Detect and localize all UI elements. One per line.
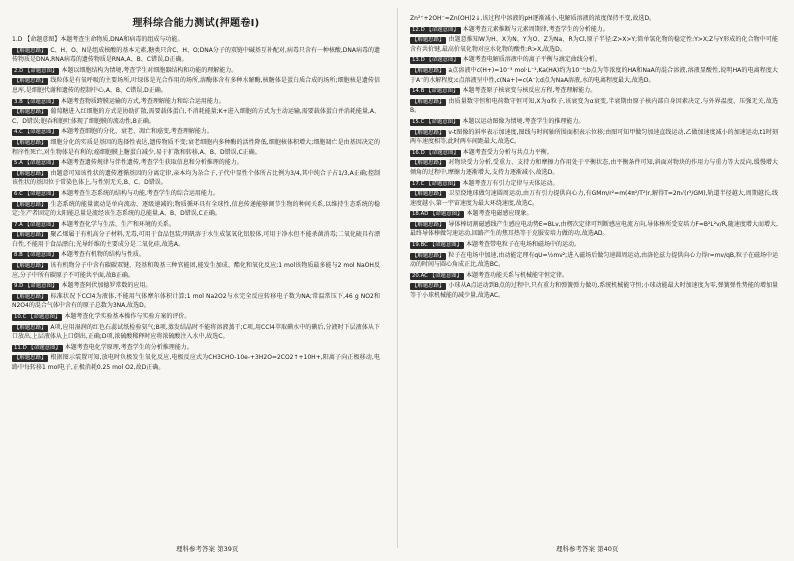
answer-text: 根据图示装置可知,放电时负极发生氧化反应,电极反应式为CH3CHO-10e-+3H2O=2CO2↑+10H+,阳离子向正极移动,电路中每转移1 mol电子,正极消耗0.25 mol O2,故D正确。: [12, 354, 380, 371]
answer-paragraph: [410, 281, 778, 300]
answer-paragraph: [410, 66, 778, 85]
answer-tag: 5.A 【命题意图】: [14, 160, 57, 167]
answer-paragraph: [12, 343, 380, 353]
answer-text: 该有机物分子中含有碳碳双键、羟基和羧基三种官能团,能发生加成、酯化和氧化反应;1 mol该物质最多能与2 mol NaOH反应,分子中所有碳原子不可能共平面,故B正确。: [12, 262, 380, 279]
answer-paragraph: [12, 158, 380, 168]
answer-text: 标准状况下CCl4为液体,不能用气体摩尔体积计算;1 mol Na2O2与水完全反应转移电子数为NA;常温常压下,46 g NO2和N2O4的混合气体中含有的原子总数为3NA,故选D。: [12, 292, 380, 310]
answer-paragraph: [12, 189, 380, 199]
answer-paragraph: [12, 107, 380, 126]
answer-text: 本题考查遗传规律与伴性遗传,考查学生获取信息和分析推理的能力。: [60, 159, 243, 167]
answer-text: 由题意推知W为H、X为N、Y为O、Z为Na、R为Cl,原子半径:Z>X>Y;简单氢化物的稳定性:Y>X;Z与Y形成的化合物中可能含有共价键,最高价氧化物对应水化物的酸性:R>X,故选D。: [410, 36, 778, 53]
answer-paragraph: [12, 312, 380, 322]
answer-paragraph: [12, 127, 380, 137]
answer-paragraph: [410, 251, 778, 270]
answer-text: 葡萄糖进入红细胞的方式是协助扩散,需要载体蛋白,不消耗能量;K+进入细胞的方式为主动运输,需要载体蛋白并消耗能量,A、C、D错误;胞吞和胞吐体现了细胞膜的流动性,B正确。: [12, 108, 380, 125]
answer-tag: 2.D 【命题意图】: [14, 67, 58, 74]
answer-text: 由题意可知该性状的遗传遵循基因的分离定律,亲本均为杂合子,子代中显性个体所占比例为3/4,其中纯合子占1/3,A正确;控制该性状的基因位于常染色体上,与性别无关,B、C、D错误。: [12, 169, 380, 187]
answer-tag: 【解题思路】: [412, 191, 445, 198]
answer-text: 本题考查化学实验基本操作与实验方案的评价。: [64, 313, 191, 321]
answer-text: 本题考查电解质溶液中的离子平衡与滴定曲线分析。: [462, 56, 601, 64]
answer-tag: 【解题思路】: [412, 160, 445, 167]
answer-paragraph: [410, 55, 778, 65]
answer-tag: 【解题思路】: [14, 324, 47, 331]
answer-paragraph: [410, 117, 778, 127]
answer-text: 本题考查功能关系与机械能守恒定律。: [466, 271, 569, 279]
answer-paragraph: [410, 128, 778, 147]
answer-tag: 8.B 【命题意图】: [14, 252, 57, 259]
answer-tag: 【解题思路】: [14, 355, 47, 362]
left-column-body: [12, 35, 380, 373]
answer-text: 本题以运动图像为情境,考查学生的推理能力。: [462, 117, 585, 125]
answer-text: 本题以细胞结构为情境,考查学生对细胞器结构和功能的理解能力。: [61, 66, 238, 74]
answer-tag: 20.AC 【命题意图】: [412, 272, 462, 279]
answer-text: A项,应用湿润的红色石蕊试纸检验氨气;B项,蒸发结晶时不能将溶液蒸干;C项,用CCl4萃取碘水中的碘后,分液时下层液体从下口放出,上层液体从上口倒出,正确;D项,浓硫酸稀释时应将浓硫酸注入水中,故选C。: [12, 323, 380, 341]
page-footer-right: 理科参考答案 第40页: [556, 545, 619, 553]
answer-tag: 12.D 【命题意图】: [412, 26, 459, 33]
answer-text: a点溶液中c(H+)=10⁻³ mol·L⁻¹,Ka(HA)约为10⁻⁵;b点为等浓度的HA和NaA的混合溶液,溶液显酸性,说明HA的电离程度大于A⁻的水解程度;c点溶液呈中性,c(Na+)=c(A⁻);d点为NaA溶液,水的电离程度最大,故选D。: [410, 66, 778, 84]
answer-paragraph: [12, 200, 380, 219]
answer-paragraph: [410, 148, 778, 158]
answer-text: 细胞分化的实质是基因的选择性表达,遗传物质不变;衰老细胞内多种酶的活性降低,细胞核体积增大;细胞凋亡是由基因决定的程序性死亡,对生物体是有利的;癌细胞膜上糖蛋白减少,易于扩散和转移,A、B、D错误,C正确。: [12, 138, 380, 156]
answer-paragraph: [12, 35, 380, 45]
answer-paragraph: [410, 25, 778, 35]
answer-tag: 【解题思路】: [14, 78, 47, 85]
answer-text: 由质量数守恒和电荷数守恒可知,X为α粒子,该衰变为α衰变,半衰期由原子核内部自身因素决定,与外界温度、压强无关,故选B。: [410, 97, 778, 115]
answer-paragraph: [410, 35, 778, 54]
answer-tag: 【解题思路】: [412, 283, 445, 290]
answer-text: 本题考查元素推断与元素周期律,考查学生的分析能力。: [462, 25, 609, 33]
answer-tag: 【解题思路】: [412, 252, 445, 259]
answer-tag: 【解题思路】: [412, 37, 445, 44]
answer-tag: 【解题思路】: [412, 129, 445, 136]
answer-tag: 7.A 【命题意图】: [14, 221, 57, 228]
answer-paragraph: [410, 14, 778, 24]
answer-tag: 13.D 【命题意图】: [412, 57, 459, 64]
answer-tag: 【解题思路】: [14, 139, 47, 146]
answer-text: 本题考查化学与生活、生产和环境的关系。: [60, 220, 175, 228]
answer-tag: 3.B 【命题意图】: [14, 98, 57, 105]
answer-paragraph: [12, 292, 380, 311]
answer-tag: 15.C 【命题意图】: [412, 118, 459, 125]
answer-paragraph: [12, 323, 380, 342]
answer-text: 本题考查生态系统的结构与功能,考查学生的综合运用能力。: [60, 189, 219, 197]
answer-tag: 【解题思路】: [412, 98, 445, 105]
answer-text: 卫星绕地球做匀速圆周运动,由万有引力提供向心力,有GMm/r²=m(4π²/T²)r,解得T=2π√(r³/GM),轨道半径越大,周期越长,线速度越小,第一宇宙速度为最大环绕速度,故选C。: [410, 190, 778, 207]
answer-paragraph: [410, 86, 778, 96]
answer-text: 本题考查有机物的结构与性质。: [60, 251, 145, 259]
answer-paragraph: [12, 97, 380, 107]
answer-text: 本题考查电化学原理,考查学生的分析推理能力。: [64, 343, 193, 351]
answer-tag: 【解题思路】: [14, 232, 47, 239]
answer-paragraph: [12, 138, 380, 157]
answer-tag: 【解题思路】: [14, 109, 47, 116]
answer-tag: 4.C 【命题意图】: [14, 129, 57, 136]
answer-text: 本题考查带电粒子在电场和磁场中的运动。: [466, 241, 581, 249]
answer-text: Zn²⁺+2OH⁻=Zn(OH)2↓,该过程中溶液的pH逐渐减小,电解质溶液的浓度保持不变,故选D。: [410, 15, 656, 22]
answer-paragraph: [12, 46, 380, 65]
answer-text: 1.D 【命题意图】本题考查生命物质,DNA和病毒的组成与功能。: [12, 36, 184, 43]
answer-text: v-t图像的斜率表示加速度,图线与时间轴所围面积表示位移;由图可知甲做匀加速直线运动,乙做加速度减小的加速运动,t1时刻两车速度相等,此时两车间距最大,故选C。: [410, 128, 778, 146]
answer-text: 线粒体是有氧呼吸的主要场所,叶绿体是光合作用的场所,溶酶体含有多种水解酶,核糖体是蛋白质合成的场所;细胞核是遗传信息库,是细胞代谢和遗传的控制中心,A、B、C错误,D正确。: [12, 77, 380, 94]
answer-tag: 14.B 【命题意图】: [412, 88, 459, 95]
answer-tag: 【解题思路】: [14, 293, 47, 300]
answer-tag: 【解题思路】: [14, 263, 47, 270]
answer-paragraph: [12, 169, 380, 188]
answer-paragraph: [12, 250, 380, 260]
answer-text: 聚乙烯属于有机高分子材料,无毒,可用于食品包装;明矾溶于水生成氢氧化铝胶体,可用于净水但不能杀菌消毒;二氧化硫具有漂白性,不能用于食品漂白;光导纤维的主要成分是二氧化硅,故选A。: [12, 231, 380, 248]
answer-text: 本题考查细胞的分化、衰老、凋亡和癌变,考查理解能力。: [60, 128, 213, 136]
answer-tag: 19.BC 【命题意图】: [412, 242, 462, 249]
answer-tag: 6.C 【命题意图】: [14, 190, 57, 197]
answer-paragraph: [410, 97, 778, 116]
answer-paragraph: [12, 353, 380, 372]
right-column: [410, 14, 778, 550]
answer-tag: 【解题思路】: [14, 47, 47, 54]
answer-tag: 【解题思路】: [412, 221, 445, 228]
answer-text: 导体棒切割磁感线产生感应电动势E=BLv,由楞次定律可判断感应电流方向,导体棒所受安培力F=B²L²v/R,随速度增大而增大,最终导体棒做匀速运动,回路产生的焦耳热等于克服安培力做的功,故选AD。: [410, 220, 778, 238]
answer-paragraph: [410, 220, 778, 239]
answer-paragraph: [12, 261, 380, 280]
answer-text: 本题考查物质跨膜运输的方式,考查理解能力和综合运用能力。: [60, 97, 225, 105]
left-column: [12, 14, 380, 550]
answer-tag: 【解题思路】: [412, 67, 445, 74]
answer-tag: 【解题思路】: [14, 170, 47, 177]
answer-text: 本题考查电磁感应现象。: [466, 210, 533, 218]
answer-tag: 18.AD 【命题意图】: [412, 211, 463, 218]
answer-paragraph: [12, 220, 380, 230]
answer-tag: 9.D 【命题意图】: [14, 283, 58, 290]
answer-paragraph: [410, 240, 778, 250]
column-divider: [397, 8, 398, 548]
answer-paragraph: [410, 158, 778, 177]
answer-text: 对物块受力分析,受重力、支持力和摩擦力作用处于平衡状态,由平衡条件可知,斜面对物块的作用力与重力等大反向,缓慢增大倾角的过程中,摩擦力逐渐增大,支持力逐渐减小,故选D。: [410, 159, 778, 176]
answer-text: 粒子在电场中加速,由动能定理有qU=½mv²;进入磁场后做匀速圆周运动,由洛伦兹力提供向心力得r=mv/qB,粒子在磁场中运动的时间与圆心角成正比,故选BC。: [410, 251, 778, 269]
answer-text: 生态系统的能量流动是单向流动、逐级递减的;物质循环具有全球性,信息传递能够调节生物的种间关系,以维持生态系统的稳定;生产者固定的太阳能总量是流经该生态系统的总能量,A、B、D错误,C正确。: [12, 200, 380, 218]
answer-paragraph: [410, 179, 778, 189]
answer-paragraph: [410, 189, 778, 208]
answer-tag: 11.D 【命题意图】: [14, 344, 61, 351]
answer-text: C、H、O、N是组成核酸的基本元素,糖类只含C、H、O;DNA分子的双链中碱基互补配对,病毒只含有一种核酸,DNA病毒的遗传物质是DNA,RNA病毒的遗传物质是RNA,A、B、C错误,D正确。: [12, 46, 380, 64]
answer-text: 本题考查万有引力定律与天体运动。: [462, 179, 559, 187]
answer-paragraph: [410, 271, 778, 281]
answer-text: 本题考查原子核衰变与核反应方程,考查理解能力。: [462, 87, 597, 95]
page-title: 理科综合能力测试(押题卷Ⅰ): [132, 18, 260, 29]
answer-paragraph: [12, 230, 380, 249]
answer-tag: 【解题思路】: [14, 201, 47, 208]
answer-paragraph: [12, 66, 380, 76]
answer-paragraph: [410, 209, 778, 219]
answer-tag: 16.D 【命题意图】: [412, 149, 459, 156]
answer-text: 本题考查受力分析与共点力平衡。: [462, 148, 553, 156]
page-footer-left: 理科参考答案 第39页: [176, 545, 239, 553]
right-column-body: [410, 14, 778, 301]
answer-tag: 17.C 【命题意图】: [412, 180, 459, 187]
answer-paragraph: [12, 281, 380, 291]
answer-paragraph: [12, 76, 380, 95]
answer-tag: 10.C 【命题意图】: [14, 314, 61, 321]
answer-text: 小球从A点运动到B点的过程中,只有重力和弹簧弹力做功,系统机械能守恒;小球动能最大时加速度为零,弹簧弹性势能的增加量等于小球机械能的减少量,故选AC。: [410, 282, 778, 300]
answer-text: 本题考查阿伏加德罗常数的应用。: [61, 282, 152, 290]
